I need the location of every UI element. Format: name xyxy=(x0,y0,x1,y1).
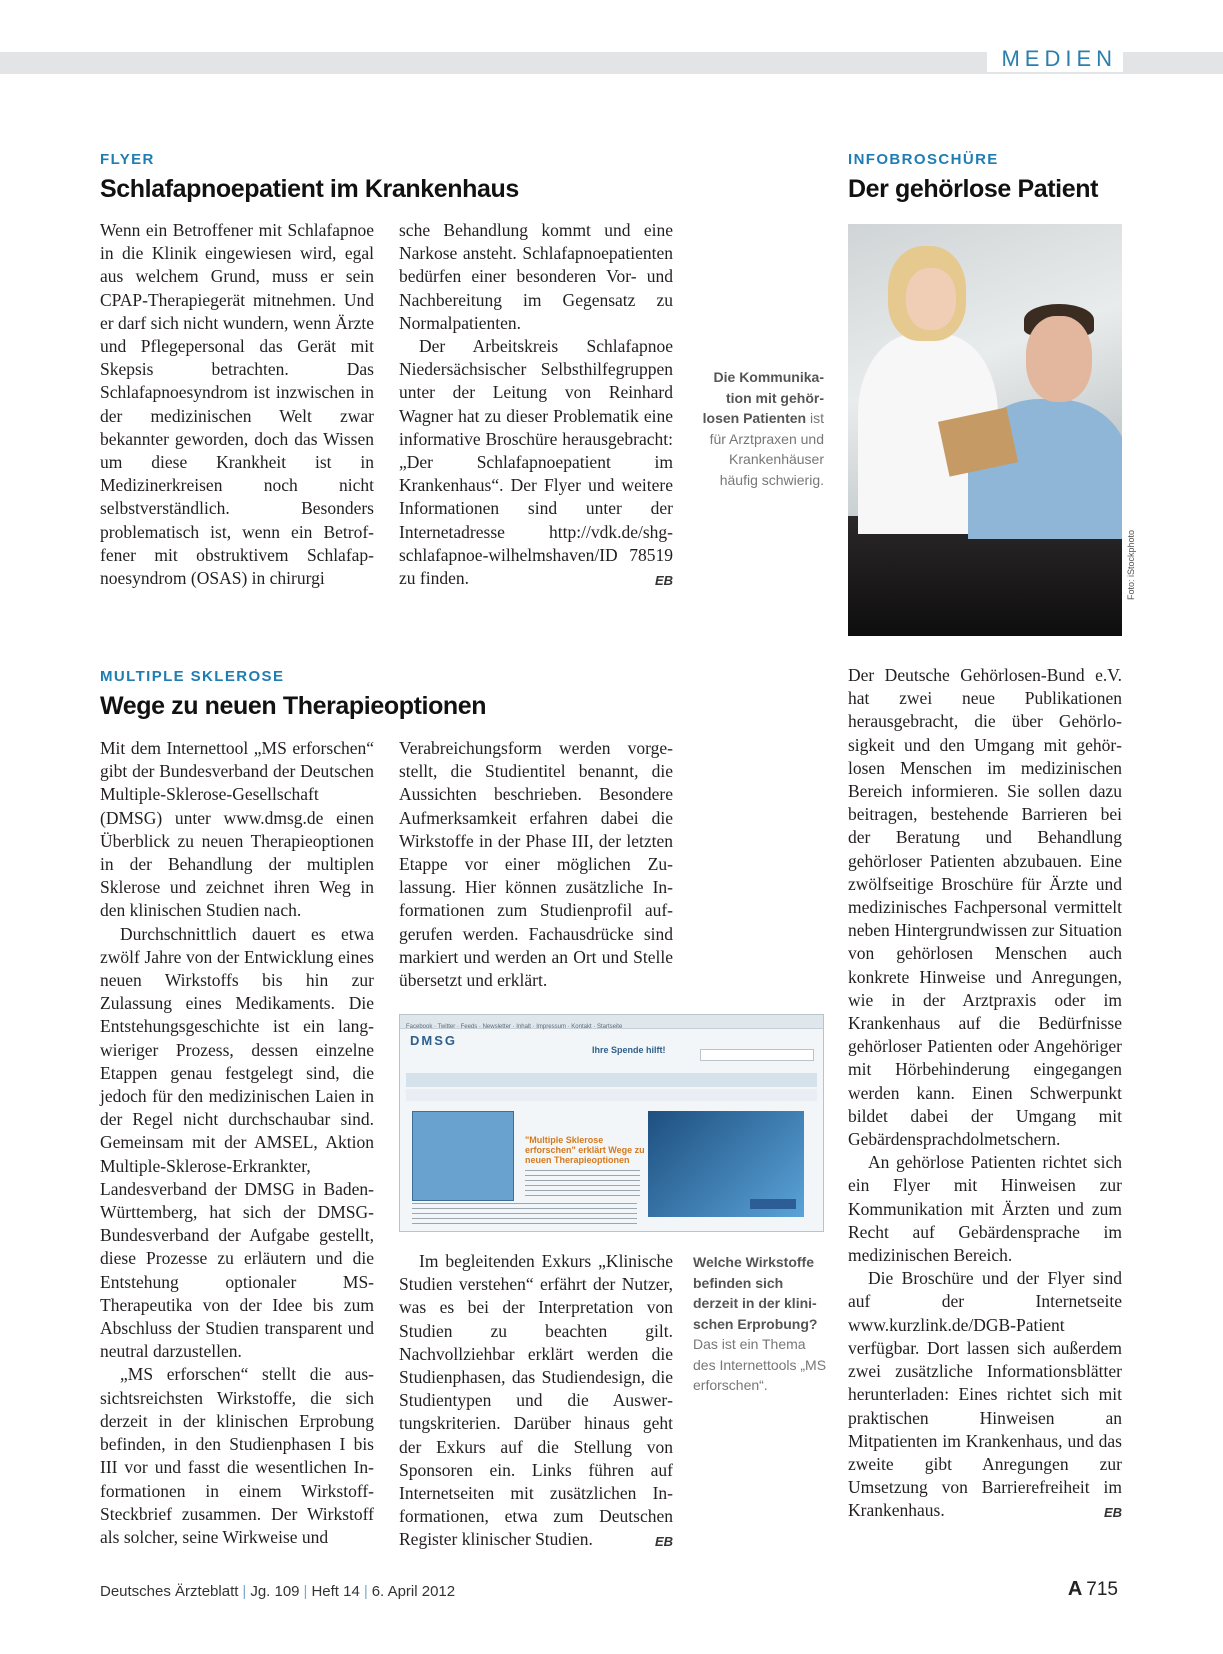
article3-headline: Wege zu neuen Therapieoptionen xyxy=(100,692,487,720)
article1-headline: Schlafapnoepatient im Krankenhaus xyxy=(100,175,519,203)
page-number-value: 715 xyxy=(1086,1579,1118,1600)
article2-kicker: INFOBROSCHÜRE xyxy=(848,151,999,168)
footer-issue: Heft 14 xyxy=(311,1583,360,1600)
article2-signature: EB xyxy=(1103,1505,1122,1521)
article2-paragraph-1: Der Deutsche Gehörlosen-Bund e.V. hat zwei neue Publikationen herausgebracht, die über Gehörlosigkeit und den Umgang mit gehörlosen Menschen im medizinischen Bereich informieren. Sie sollen dazu beitragen, bestehende Barrieren bei der Beratung und Behandlung gehörloser Patienten abzubauen. Eine zwölfseitige Broschüre für Ärzte und medizinisches Fachpersonal vermittelt neben Hintergrundwissen zur Situation von gehörlosen Menschen auch konkrete Hinweise und Anregungen, wie in der Arztpraxis oder im Krankenhaus auf die Bedürfnisse gehörloser Patienten oder Angehöriger mit Hörbehinderung eingegangen werden kann. Einen Schwerpunkt bildet dabei der Umgang mit Gebärdensprachdolmetschern. xyxy=(848,665,1122,1150)
page-footer: Deutsches Ärzteblatt | Jg. 109 | Heft 14 | 6. April 2012 xyxy=(100,1583,456,1600)
article3-signature: EB xyxy=(654,1534,673,1550)
article1-kicker: FLYER xyxy=(100,151,155,168)
article1-col1-text: Wenn ein Betroffener mit Schlafapnoe in die Klinik eingewiesen wird, egal aus welchem Grund, muss er sein CPAP-Therapiegerät mitnehmen. Und er darf sich nicht wundern, wenn Ärzte und Pflegepersonal das Gerät mit Skepsis betrachten. Das Schlafapnoesyndrom ist inzwischen in der medizinischen Welt zwar bekannter geworden, doch das Wissen um diese Krankheit ist in Medizinerkreisen noch nicht selbstverständlich. Besonders problematisch ist, wenn ein Betroffener mit obstruktivem Schlafapnoesyndrom (OSAS) in chirurgi xyxy=(100,220,374,589)
article2-headline: Der gehörlose Patient xyxy=(848,175,1098,203)
screenshot-donate-text: Ihre Spende hilft! xyxy=(592,1045,666,1055)
article3-caption-bold: Welche Wirkstoffe befinden sich derzeit in der klinischen Erprobung? xyxy=(693,1254,818,1332)
article1-signature: EB xyxy=(654,573,673,589)
article1-col2-paragraph-2: Der Arbeitskreis Schlafapnoe Niedersächsischer Selbsthilfegruppen unter der Leitung von Reinhard Wagner hat zu dieser Problematik eine informative Broschüre herausgebracht: „Der Schlafapnoepatient im Krankenhaus“. Der Flyer und weitere Informationen sind unter der Internetadresse http://vdk.de/shg-schlafapnoe-wilhelmshaven/ID 78519 zu finden. EB xyxy=(399,335,673,590)
dmsg-website-screenshot: Facebook · Twitter · Feeds · Newsletter · Inhalt · Impressum · Kontakt · Startseite DMSG Ihre Spende hilft! "Multiple Sklerose erforschen" erklärt Wege zu neuen Therapieoptionen xyxy=(399,1014,824,1232)
article2-caption-text: ist für Arztpraxen und Krankenhäuser häufig schwierig. xyxy=(709,410,824,488)
article3-column-2-bottom xyxy=(399,1250,673,1554)
photo-credit: Foto: iStockphoto xyxy=(1126,529,1136,600)
article2-paragraph-3: Die Broschüre und der Flyer sind auf der Internetseite www.kurzlink.de/DGB-Patient verfügbar. Dort lassen sich außerdem zwei zusätzliche Informationsblätter herunterladen: Eines richtet sich mit praktischen Hinweisen an Mitpatienten im Krankenhaus, und das zweite gibt Anregungen zur Umsetzung von Barrierefreiheit im Krankenhaus. EB xyxy=(848,1267,1122,1522)
article3-column-1 xyxy=(100,737,374,1549)
footer-volume: Jg. 109 xyxy=(250,1583,300,1600)
doctor-patient-photo xyxy=(848,224,1122,636)
article3-col2-paragraph-1: Verabreichungsform werden vorgestellt, die Studientitel benannt, die Aussichten beschrieben. Besondere Aufmerksamkeit erfahren dabei die Wirkstoffe in der Phase III, der letzten Etappe vor einer möglichen Zulassung. Hier können zusätzliche Informationen zum Studienprofil aufgerufen werden. Fachausdrücke sind markiert und werden an Ort und Stelle übersetzt und erklärt. xyxy=(399,738,673,991)
article2-caption-bold: Die Kommunikation mit gehörlosen Patienten xyxy=(702,369,824,426)
article3-col1-paragraph-2: Durchschnittlich dauert es etwa zwölf Jahre von der Entwicklung eines neuen Wirkstoffs bis hin zur Zulassung eines Medikaments. Die Entstehungsgeschichte ist ein langwieriger Prozess, dessen einzelne Etappen genau festgelegt sind, die jedoch für den medizinischen Laien in der Regel nicht durchschaubar sind. Gemeinsam mit der AMSEL, Aktion Multiple-Sklerose-Erkrankter, Landesverband der DMSG in Baden-Württemberg, hat sich der DMSG-Bundesverband der Aufgabe gestellt, diese Prozesse zu erläutern und die Entstehung optionaler MS-Therapeutika von der Idee bis zum Abschluss der Studien transparent und neutral darzustellen. xyxy=(100,923,374,1362)
article3-kicker: MULTIPLE SKLEROSE xyxy=(100,668,285,685)
article1-col2-paragraph-1: sche Behandlung kommt und eine Narkose ansteht. Schlafapnoepatienten bedürfen einer besonderen Vor- und Nachbereitung im Gegensatz zu Normalpatienten. xyxy=(399,220,673,333)
article3-col2-paragraph-2: Im begleitenden Exkurs „Klinische Studien verstehen“ erfährt der Nutzer, was es bei der Interpretation von Studien zu beachten gilt. Nachvollziehbar erklärt werden die Studienphasen, das Studiendesign, die Studientypen und die Auswertungskriterien. Darüber hinaus geht der Exkurs auf die Stellung von Sponsoren ein. Links führen auf Internetseiten mit zusätzlichen Informationen, etwa zum Deutschen Register klinischer Studien. EB xyxy=(399,1250,673,1552)
footer-journal: Deutsches Ärzteblatt xyxy=(100,1583,239,1600)
article3-screenshot-caption xyxy=(693,1252,828,1396)
article3-col1-paragraph-3: „MS erforschen“ stellt die aussichtsreichsten Wirkstoffe, die sich derzeit in der klinischen Erprobung befinden, in den Studienphasen I bis III vor und fasst die wesentlichen Informationen in einem Wirkstoff-Steckbrief zusammen. Der Wirkstoff als solcher, seine Wirkweise und xyxy=(100,1364,374,1547)
section-title: MEDIEN xyxy=(987,46,1123,72)
page-prefix: A xyxy=(1067,1578,1083,1600)
page-number xyxy=(1068,1578,1118,1601)
footer-date: 6. April 2012 xyxy=(371,1583,456,1600)
article2-column xyxy=(848,664,1122,1525)
screenshot-logo: DMSG xyxy=(410,1033,457,1048)
article1-column-1 xyxy=(100,219,374,590)
article1-column-2 xyxy=(399,219,673,592)
article3-column-2-top xyxy=(399,737,673,992)
screenshot-heading: "Multiple Sklerose erforschen" erklärt Wege zu neuen Therapieoptionen xyxy=(525,1135,645,1165)
article2-paragraph-2: An gehörlose Patienten richtet sich ein Flyer mit Hinweisen zur Kommunikation mit Ärzten und zum Recht auf Gebärdensprache im medizinischen Bereich. xyxy=(848,1152,1122,1266)
article3-caption-text: Das ist ein Thema des Internettools „MS erforschen“. xyxy=(693,1336,827,1393)
article2-photo-caption xyxy=(700,367,824,490)
article3-col1-paragraph-1: Mit dem Internettool „MS erforschen“ gibt der Bundesverband der Deutschen Multiple-Sklerose-Gesellschaft (DMSG) unter www.dmsg.de einen Überblick zu neuen Therapieoptionen in der Behandlung der multiplen Sklerose und zeichnet ihren Weg in den klinischen Studien nach. xyxy=(100,738,374,921)
